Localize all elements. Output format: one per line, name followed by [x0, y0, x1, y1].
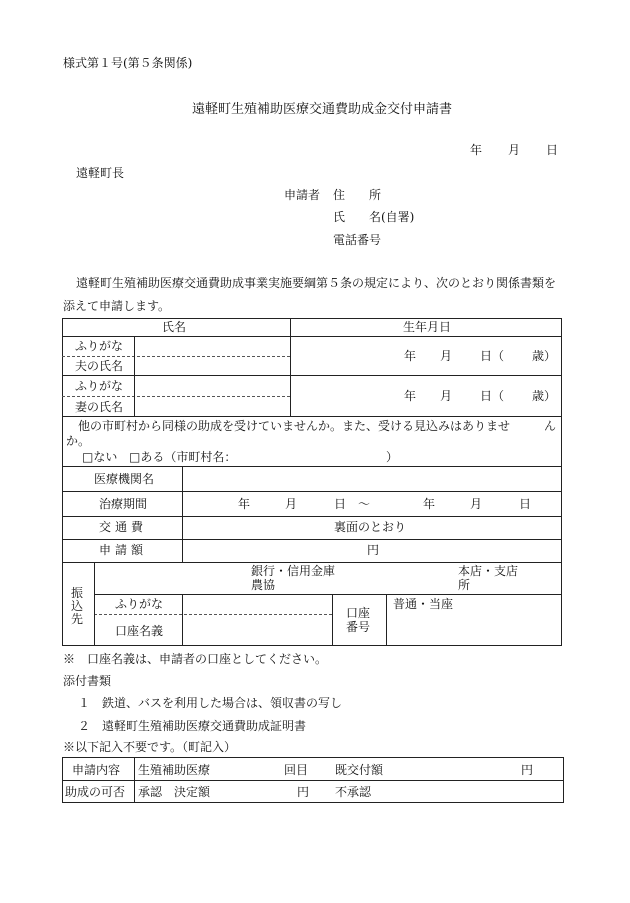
col-name-header: 氏名 [162, 320, 187, 334]
office-use-note: ※以下記入不要です。（町記入） [63, 740, 237, 754]
account-number-label-2: 番号 [346, 620, 371, 634]
form-title: 遠軽町生殖補助医療交通費助成金交付申請書 [192, 102, 453, 117]
wife-furigana-label: ふりがな [75, 379, 124, 393]
bank-type-2: 農協 [251, 578, 276, 592]
husband-name-label: 夫の氏名 [75, 359, 124, 373]
option-close: ） [386, 450, 399, 464]
account-type: 普通・当座 [393, 597, 454, 611]
bank-type-1: 銀行・信用金庫 [251, 564, 336, 578]
question-line1: 他の市町村から同様の助成を受けていませんか。また、受ける見込みはありませ [78, 419, 511, 433]
office-r2-approve: 承認 決定額 [138, 785, 211, 799]
attachments-title: 添付書類 [63, 674, 112, 688]
applicant-address: 住 所 [333, 188, 382, 202]
transport-cost-label: 交通費 [99, 520, 148, 534]
medical-institution-label: 医療機関名 [94, 472, 155, 486]
office-r2-unit: 円 [297, 785, 310, 799]
husband-age: 歳） [532, 349, 557, 363]
col-birth-header: 生年月日 [403, 320, 452, 334]
transport-cost-value: 裏面のとおり [334, 520, 407, 534]
office-r1-item: 生殖補助医療 [138, 763, 211, 777]
transfer-label-3: 先 [71, 612, 84, 626]
husband-furigana-label: ふりがな [75, 339, 124, 353]
addressee: 遠軽町長 [76, 166, 125, 180]
office-r2-label: 助成の可否 [65, 785, 126, 799]
body-text-line1: 遠軽町生殖補助医療交通費助成事業実施要綱第５条の規定により、次のとおり関係書類を [76, 276, 557, 290]
husband-birth-year: 年 [404, 349, 417, 363]
form-number: 様式第１号(第５条関係) [63, 56, 193, 70]
office-r1-label: 申請内容 [72, 763, 121, 777]
account-number-label-1: 口座 [346, 606, 371, 620]
period-year2: 年 [423, 497, 436, 511]
office-r1-paid: 既交付額 [335, 763, 384, 777]
account-furigana-label: ふりがな [115, 597, 164, 611]
option-none[interactable]: □ない [82, 450, 118, 464]
wife-birth-year: 年 [404, 389, 417, 403]
wife-birth-month: 月 [440, 389, 453, 403]
wife-age: 歳） [532, 389, 557, 403]
question-line2: ん [544, 419, 557, 433]
note-account-name: ※ 口座名義は、申請者の口座としてください。 [63, 652, 328, 666]
transfer-label-1: 振 [71, 586, 84, 600]
office-r1-count: 回目 [284, 763, 309, 777]
husband-birth-day: 日（ [480, 349, 505, 363]
attachment-2: ２ 遠軽町生殖補助医療交通費助成証明書 [78, 719, 307, 733]
transfer-label-2: 込 [71, 599, 84, 613]
question-line3: か。 [66, 434, 91, 448]
wife-birth-day: 日（ [480, 389, 505, 403]
office-r1-unit: 円 [521, 763, 534, 777]
body-text-line2: 添えて申請します。 [63, 299, 171, 313]
date-day: 日 [546, 143, 559, 157]
period-month1: 月 [285, 497, 298, 511]
branch-type-1: 本店・支店 [458, 564, 519, 578]
date-year: 年 [470, 143, 483, 157]
applicant-name: 氏 名(自署) [333, 210, 415, 224]
branch-type-2: 所 [458, 578, 471, 592]
application-amount-unit: 円 [367, 543, 380, 557]
wife-name-label: 妻の氏名 [75, 400, 124, 414]
attachment-1: １ 鉄道、バスを利用した場合は、領収書の写し [78, 696, 343, 710]
treatment-period-label: 治療期間 [99, 497, 148, 511]
applicant-label: 申請者 [284, 188, 321, 202]
husband-birth-month: 月 [440, 349, 453, 363]
application-amount-label: 申請額 [99, 543, 148, 557]
period-month2: 月 [470, 497, 483, 511]
applicant-phone: 電話番号 [333, 233, 382, 247]
period-year1: 年 [238, 497, 251, 511]
option-yes[interactable]: □ある（市町村名： [129, 450, 237, 464]
period-day2: 日 [519, 497, 532, 511]
account-name-label: 口座名義 [115, 624, 164, 638]
office-r2-reject: 不承認 [335, 785, 372, 799]
period-day1: 日 ～ [334, 497, 371, 511]
date-month: 月 [508, 143, 521, 157]
